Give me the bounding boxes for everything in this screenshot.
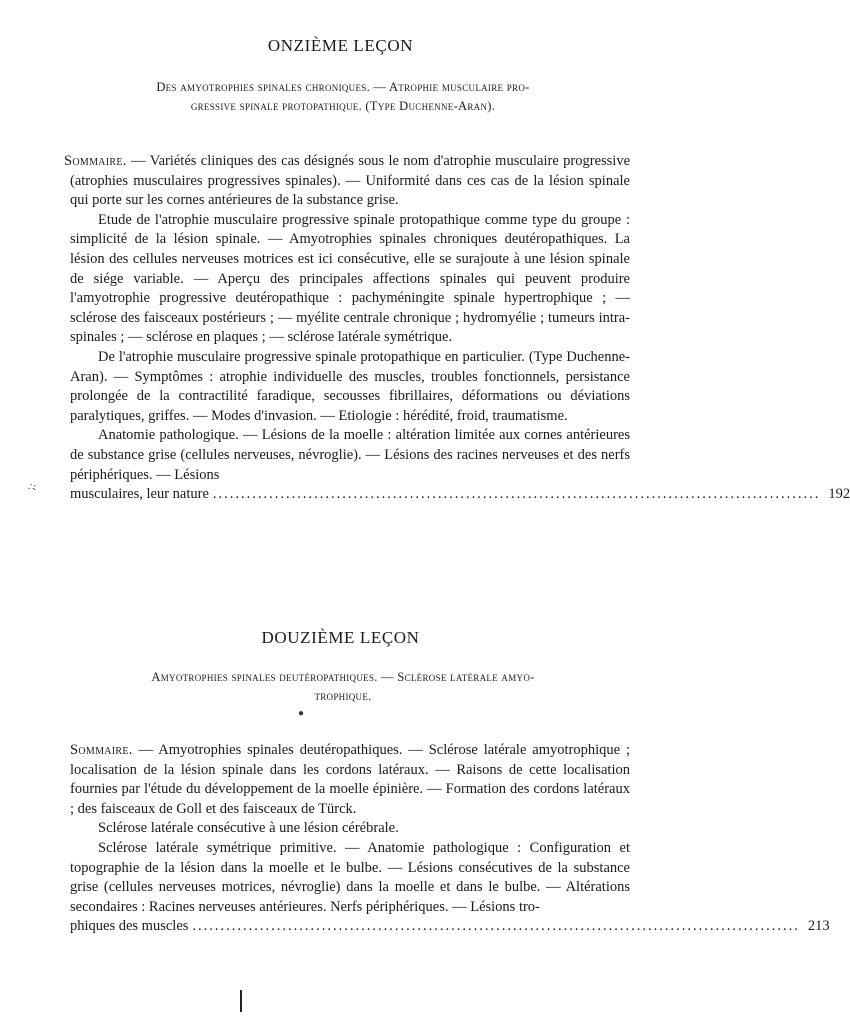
lecon-11-toc-entry [70,485,850,505]
dot-leader: ............................................................................................................ [192,918,800,935]
lecon-11-toc-text: musculaires, leur nature [70,486,209,503]
sommaire-label: Sommaire. [64,153,127,169]
lecon-11-heading: ONZIÈME LEÇON [267,36,414,55]
scan-mark [240,990,242,1012]
lecon-12-subtitle [58,668,628,706]
lecon-12-para-3: Sclérose latérale symétrique primitive. — Anatomie pathologique : Configuration et topographie de la lésion dans la moelle et le bulbe. — Lésions consécutives de la substance grise (cellules nerveuses motrices, névroglie) dans la moelle et dans le bulbe. — Altérations secondaires : Racines nerveuses antérieures. Nerfs périphériques. — Lésions tro- [70,839,630,915]
lecon-11-para-1-text: — Variétés cliniques des cas désignés sous le nom d'atrophie musculaire progressive (atrophies musculaires progressives spinales). — Uniformité dans ces cas de la lésion spinale qui porte sur les cornes antérieures de la substance grise. [70,153,630,209]
lecon-12-para-1-text: — Amyotrophies spinales deutéropathiques. — Sclérose latérale amyotrophique ; localisation de la lésion spinale dans les cordons latéraux. — Raisons de cette localisation fournies par l'étude du développement de la moelle épinière. — Formation des cordons latéraux ; des faisceaux de Goll et des faisceaux de Türck. [70,742,630,817]
lecon-11-para-2: Etude de l'atrophie musculaire progressive spinale protopathique comme type du groupe : simplicité de la lésion spinale. — Amyotrophies spinales chroniques deutéropathiques. La lésion des cellules nerveuses motrices est ici consécutive, elle se surajoute à une lésion spinale de siége variable. — Aperçu des principales affections spinales qui peuvent produire l'amyotrophie progressive deutéropathique : pachyméningite spinale hypertrophique ; — sclérose des faisceaux postérieurs ; — myélite centrale chronique ; hydromyélie ; tumeurs intra-spinales ; — sclérose en plaques ; — sclérose latérale symétrique. [70,211,630,346]
lecon-11-para-3: De l'atrophie musculaire progressive spinale protopathique en particulier. (Type Duchenne-Aran). — Symptômes : atrophie individuelle des muscles, troubles fonctionnels, persistance prolongée de la contractilité faradique, secousses fibrillaires, déformations ou déviations paralytiques, griffes. — Modes d'invasion. — Etiologie : hérédité, froid, traumatisme. [70,348,630,424]
lecon-11-para-1 [64,152,630,211]
lecon-11-subtitle-line1: Des amyotrophies spinales chroniques. — Atrophie musculaire pro- [156,80,530,94]
lecon-11-subtitle-line2: gressive spinale protopathique. (Type Duchenne-Aran). [190,99,496,113]
lecon-11-subtitle [58,78,628,116]
lecon-12-subtitle-line2: trophique. [314,689,372,703]
lecon-12-subtitle-line1: Amyotrophies spinales deutéropathiques. — Sclérose latérale amyo- [151,670,535,684]
lecon-11-page-number: 192 [828,486,850,503]
lecon-12-page-number: 213 [807,918,830,935]
lecon-12-toc-entry [70,917,830,937]
sommaire-label: Sommaire. [70,742,133,758]
lecon-11-summary [64,152,850,505]
ornament-dot: ● [298,708,305,719]
lecon-12-para-1 [70,741,630,819]
lecon-12-summary [70,741,830,937]
dot-leader: ............................................................................................................ [212,486,821,503]
lecon-12-toc-text: phiques des muscles [70,918,189,935]
scan-speckle: ∴: [28,482,36,493]
lecon-12-heading: DOUZIÈME LEÇON [261,628,420,647]
lecon-12-para-2: Sclérose latérale consécutive à une lésion cérébrale. [98,820,399,837]
lecon-11-para-4: Anatomie pathologique. — Lésions de la moelle : altération limitée aux cornes antérieures de substance grise (cellules nerveuses, névroglie). — Lésions des racines nerveuses et des nerfs périphériques. — Lésions [70,427,630,483]
